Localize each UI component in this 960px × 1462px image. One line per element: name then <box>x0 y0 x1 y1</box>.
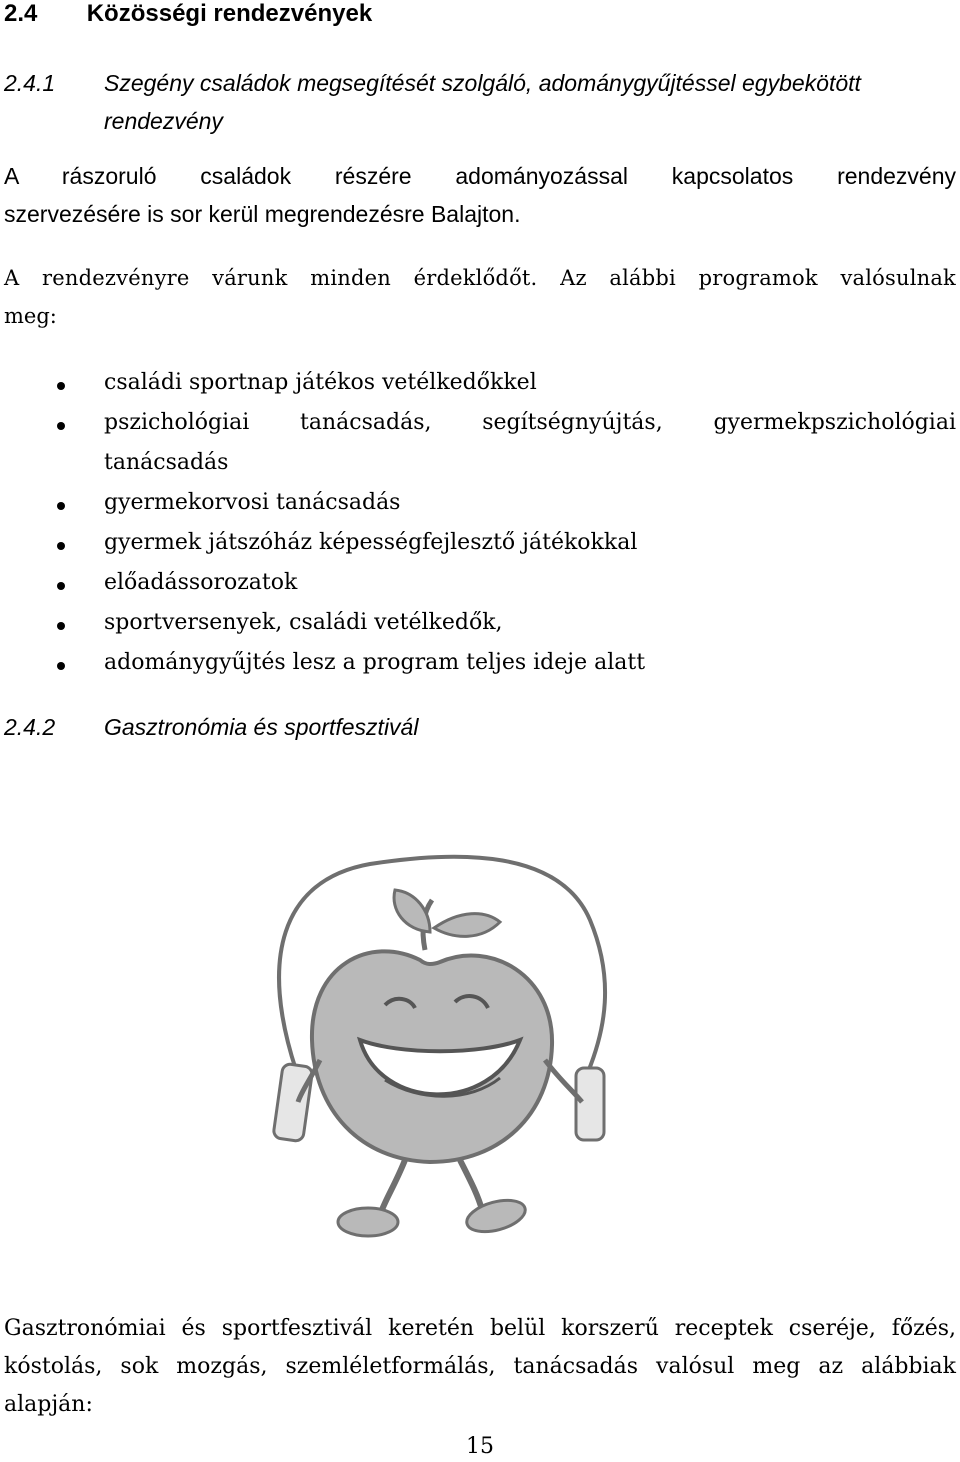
bullet-icon <box>57 622 65 630</box>
section-heading <box>4 0 372 28</box>
list-item: sportversenyek, családi vetélkedők, <box>104 610 503 635</box>
subsection-1-number: 2.4.1 <box>4 70 56 96</box>
page-number: 15 <box>466 1434 494 1459</box>
bullet-icon <box>57 662 65 670</box>
bullet-icon <box>57 422 65 430</box>
paragraph-2-line1: A rendezvényre várunk minden érdeklődőt. Az alábbi programok valósulnak <box>4 266 956 290</box>
section-title: Közösségi rendezvények <box>86 0 373 27</box>
list-item: előadássorozatok <box>104 570 298 595</box>
paragraph-1-line2: szervezésére is sor kerül megrendezésre Balajton. <box>4 201 521 227</box>
bullet-icon <box>57 542 65 550</box>
subsection-2-number: 2.4.2 <box>4 714 56 740</box>
subsection-1-title-line1: Szegény családok megsegítését szolgáló, adománygyűjtéssel egybekötött <box>104 70 861 96</box>
section-number: 2.4 <box>4 0 38 27</box>
paragraph-1-line1: A rászoruló családok részére adományozással kapcsolatos rendezvény <box>4 163 956 189</box>
paragraph-3-line2: kóstolás, sok mozgás, szemléletformálás, tanácsadás valósul meg az alábbiak <box>4 1354 956 1379</box>
bullet-icon <box>57 382 65 390</box>
bullet-icon <box>57 582 65 590</box>
subsection-2-title: Gasztronómia és sportfesztivál <box>104 714 419 740</box>
list-item: családi sportnap játékos vetélkedőkkel <box>104 370 537 395</box>
paragraph-2-line2: meg: <box>4 304 57 328</box>
list-item: pszichológiai tanácsadás, segítségnyújtás, gyermekpszichológiai <box>104 410 956 435</box>
list-item-continuation: tanácsadás <box>104 450 229 475</box>
paragraph-3-line3: alapján: <box>4 1392 93 1417</box>
subsection-1-title-line2: rendezvény <box>104 108 223 134</box>
list-item: adománygyűjtés lesz a program teljes ideje alatt <box>104 650 646 675</box>
bullet-icon <box>57 502 65 510</box>
apple-jump-rope-icon <box>220 840 640 1260</box>
list-item: gyermek játszóház képességfejlesztő játékokkal <box>104 530 638 555</box>
paragraph-3-line1: Gasztronómiai és sportfesztivál keretén belül korszerű receptek cseréje, főzés, <box>4 1316 956 1341</box>
list-item: gyermekorvosi tanácsadás <box>104 490 401 515</box>
